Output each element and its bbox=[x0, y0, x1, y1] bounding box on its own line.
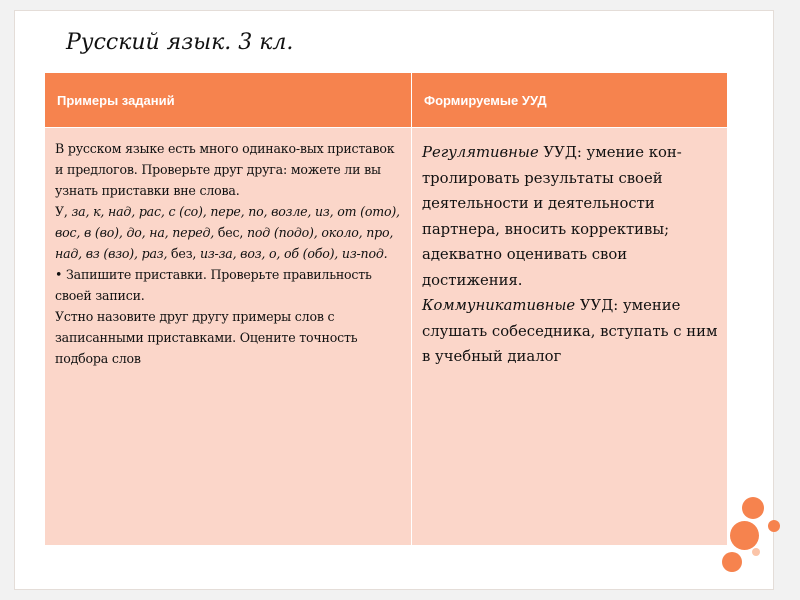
regulative-skills bbox=[422, 140, 719, 293]
tasks-table bbox=[44, 72, 728, 546]
communicative-skills bbox=[422, 293, 719, 370]
decor-circle bbox=[730, 521, 759, 550]
communicative-text: УУД: умение слушать собеседника, вступать с ним в учебный диалог bbox=[422, 297, 718, 365]
page-title: Русский язык. 3 кл. bbox=[66, 30, 294, 55]
prefix-list-italic-2: под (подо), около, про, над, вз (взо), раз, bbox=[55, 225, 394, 261]
decor-circle bbox=[742, 497, 764, 519]
decor-circle bbox=[722, 552, 742, 572]
communicative-label: Коммуникативные bbox=[422, 297, 576, 314]
task-oral: Устно назовите друг другу примеры слов с записанными приставками. Оцените точность подбора слов bbox=[55, 309, 358, 366]
task-write: • Запишите приставки. Проверьте правильность своей записи. bbox=[55, 267, 372, 303]
header-examples: Примеры заданий bbox=[45, 73, 412, 128]
prefix-list-mid-2: без, bbox=[167, 246, 200, 261]
prefix-list-mid-1: бес, bbox=[214, 225, 247, 240]
prefix-list-start: У, bbox=[55, 204, 72, 219]
prefix-list-italic-3: из-за, воз, о, об (обо), из-под. bbox=[199, 246, 388, 261]
prefix-list bbox=[55, 201, 403, 264]
prefix-list-italic-1: за, к, над, рас, с (со), пере, по, возле, из, от (ото), вос, в (во), до, на, перед, bbox=[55, 204, 400, 240]
regulative-text: УУД: умение кон-тролировать результаты своей деятельности и деятельности партнера, вносить коррективы; адекватно оценивать свои достижения. bbox=[422, 144, 682, 289]
regulative-label: Регулятивные bbox=[422, 144, 539, 161]
decor-circle bbox=[752, 548, 760, 556]
examples-cell bbox=[45, 128, 412, 546]
header-skills: Формируемые УУД bbox=[412, 73, 728, 128]
table-header-row bbox=[45, 73, 728, 128]
table-row bbox=[45, 128, 728, 546]
task-intro: В русском языке есть много одинако-вых приставок и предлогов. Проверьте друг друга: можете ли вы узнать приставки вне слова. bbox=[55, 141, 395, 198]
decor-circle bbox=[768, 520, 780, 532]
skills-cell bbox=[412, 128, 728, 546]
